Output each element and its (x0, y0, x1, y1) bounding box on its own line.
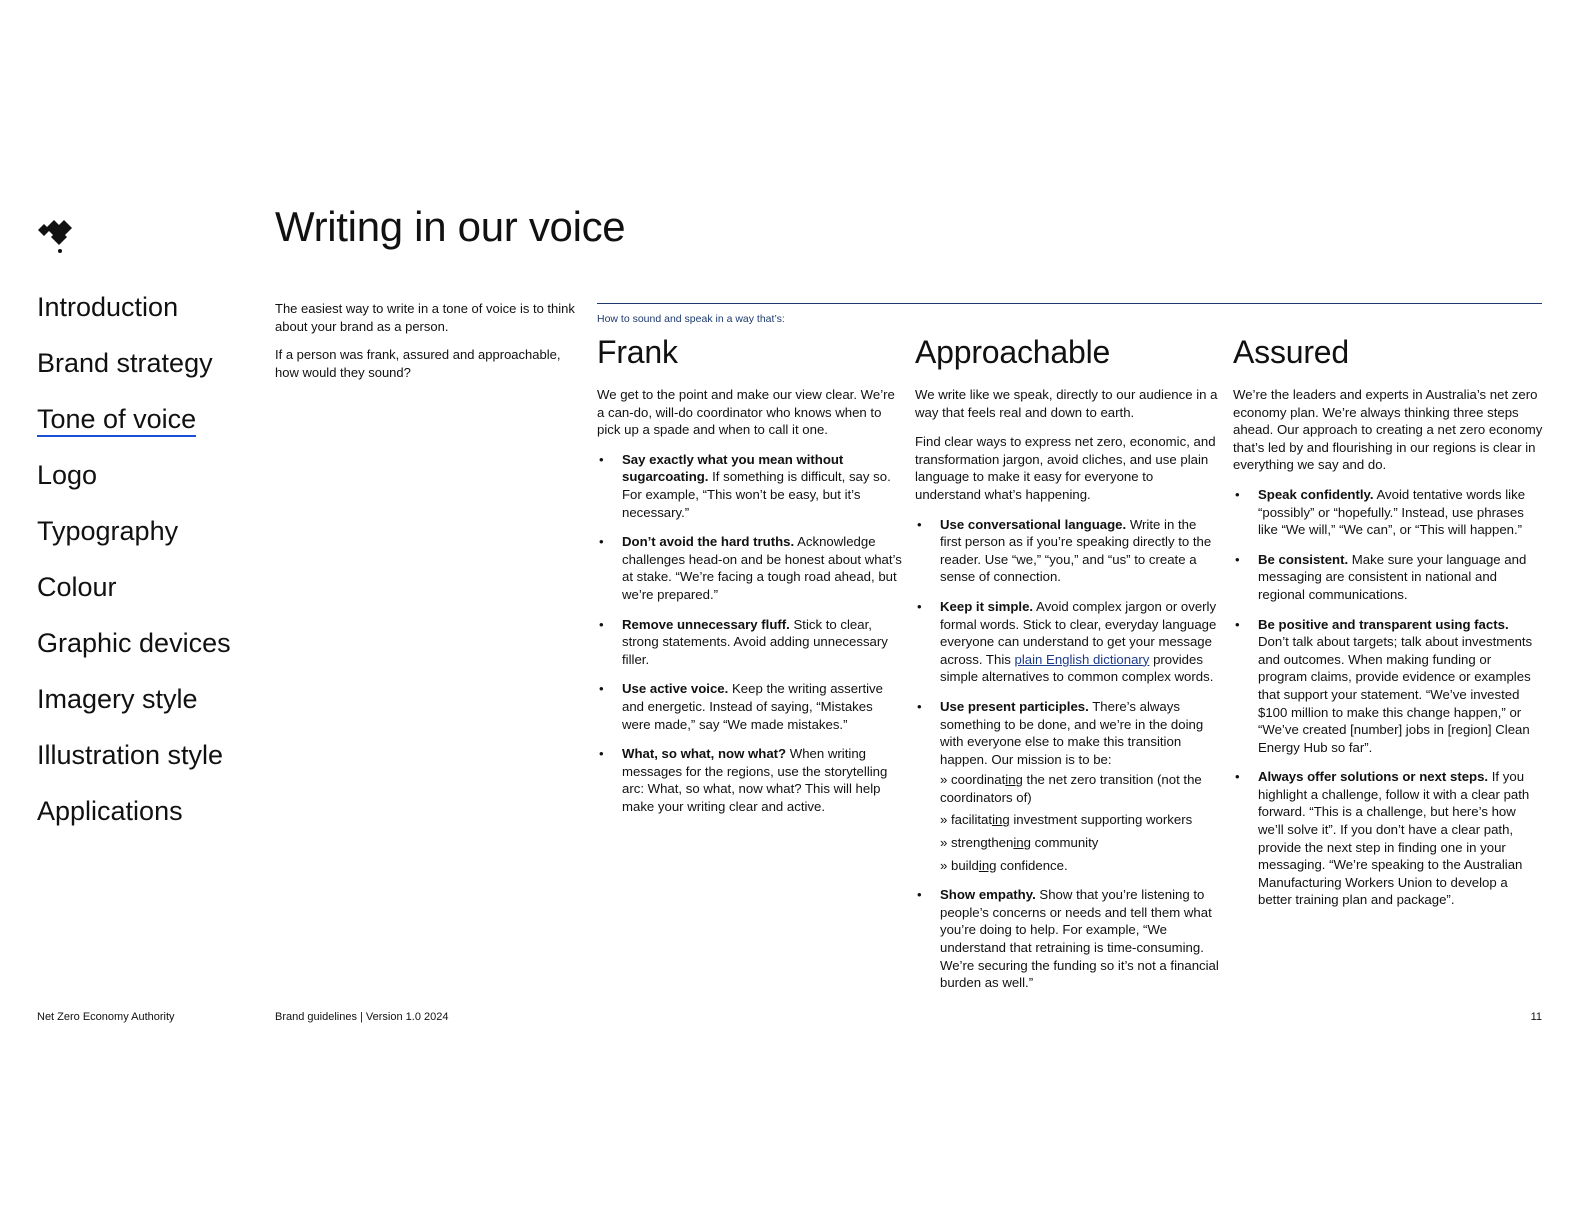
sub-list-item: » facilitating investment supporting workers (940, 812, 1193, 828)
list-item: • Use present participles. There’s always something to be done, and we’re in the doing with everyone else to make this transition happen. Our mission is to be: » coordinating the net zero transition (not the coordinators of) » facilitating investment supporting workers » strengthening community » building confidence. (915, 698, 1221, 874)
list-item: • Use active voice. Keep the writing assertive and energetic. Instead of saying, “Mistakes were made,” say “We made mistakes.” (597, 680, 903, 733)
list-item: • Use conversational language. Write in the first person as if you’re speaking directly to the reader. Use “we,” “you,” and “us” to create a sense of connection. (915, 516, 1221, 586)
list-item: • Remove unnecessary fluff. Stick to clear, strong statements. Avoid adding unnecessary filler. (597, 616, 903, 669)
column-intro: We write like we speak, directly to our audience in a way that feels real and down to earth. (915, 387, 1218, 420)
footer-document-version: Brand guidelines | Version 1.0 2024 (275, 1011, 449, 1023)
sub-list-item: » building confidence. (940, 857, 1068, 873)
list-item: • Say exactly what you mean without sugarcoating. If something is difficult, say so. For example, “This won’t be easy, but it’s necessary.” (597, 451, 903, 521)
footer-organisation: Net Zero Economy Authority (37, 1011, 175, 1023)
list-item: • Be positive and transparent using facts. Don’t talk about targets; talk about investments and outcomes. When making funding or program claims, provide evidence or examples that support your statement. “We’ve invested $100 million to make this change happen,” or “We’ve created [number] jobs in [region] Clean Energy Hub so far”. (1233, 616, 1543, 757)
column-heading: Frank (597, 334, 678, 370)
intro-paragraph: The easiest way to write in a tone of voice is to think about your brand as a person. (275, 301, 575, 334)
column-assured (1233, 332, 1543, 921)
section-eyebrow: How to sound and speak in a way that’s: (597, 313, 785, 325)
sidebar-item-illustration-style[interactable]: Illustration style (37, 740, 224, 770)
sidebar-nav (37, 290, 231, 850)
sidebar-item-colour[interactable]: Colour (37, 572, 117, 602)
plain-english-dictionary-link[interactable]: plain English dictionary (1014, 651, 1150, 667)
list-item: • What, so what, now what? When writing messages for the regions, use the storytelling arc: What, so what, now what? This will help make your writing clear and active. (597, 745, 903, 815)
column-intro: Find clear ways to express net zero, economic, and transformation jargon, avoid cliches, and use plain language to make it easy for everyone to understand what’s happening. (915, 434, 1216, 502)
list-item: • Keep it simple. Avoid complex jargon or overly formal words. Stick to clear, everyday language everyone can understand to get your message across. This plain English dictionary provides simple alternatives to common complex words. (915, 598, 1221, 686)
intro-paragraph: If a person was frank, assured and approachable, how would they sound? (275, 347, 561, 380)
list-item: • Show empathy. Show that you’re listening to people’s concerns or needs and tell them what you’re doing to help. For example, “We understand that retraining is time-consuming. We’re securing the funding so it’s not a financial burden as well.” (915, 886, 1221, 992)
sub-list-item: » strengthening community (940, 835, 1099, 851)
intro-text (275, 300, 575, 392)
list-item: • Always offer solutions or next steps. If you highlight a challenge, follow it with a clear path forward. “This is a challenge, but here’s how we’ll solve it”. If you don’t have a clear path, provide the next step in finding one in your messaging. “We’re speaking to the Australian Manufacturing Workers Union to develop a better training plan and package”. (1233, 768, 1543, 909)
column-frank (597, 332, 903, 827)
bullet-list (597, 451, 903, 816)
sidebar-item-graphic-devices[interactable]: Graphic devices (37, 628, 231, 658)
bullet-list (915, 516, 1221, 992)
page-title: Writing in our voice (275, 203, 626, 250)
sidebar-item-imagery-style[interactable]: Imagery style (37, 684, 198, 714)
sidebar-item-applications[interactable]: Applications (37, 796, 183, 826)
sidebar-item-introduction[interactable]: Introduction (37, 292, 179, 322)
section-divider (597, 303, 1542, 304)
sidebar-item-tone-of-voice[interactable]: Tone of voice (37, 402, 231, 436)
brand-logo (36, 216, 80, 256)
list-item: • Be consistent. Make sure your language and messaging are consistent in national and regional communications. (1233, 551, 1543, 604)
sidebar-item-typography[interactable]: Typography (37, 516, 179, 546)
diamond-logo-icon (36, 216, 80, 256)
column-intro: We’re the leaders and experts in Australia’s net zero economy plan. We’re always thinking three steps ahead. Our approach to creating a net zero economy that’s led by and flourishing in our regions is clear in everything we say and do. (1233, 387, 1543, 473)
list-item: • Speak confidently. Avoid tentative words like “possibly” or “hopefully.” Instead, use phrases like “We will,” “We can”, or “This will happen.” (1233, 486, 1543, 539)
column-heading: Approachable (915, 334, 1111, 370)
sidebar-item-brand-strategy[interactable]: Brand strategy (37, 348, 213, 378)
sidebar-item-logo[interactable]: Logo (37, 460, 98, 490)
column-approachable (915, 332, 1221, 1004)
page-number: 11 (1530, 1011, 1542, 1023)
column-intro: We get to the point and make our view clear. We’re a can-do, will-do coordinator who knows when to pick up a spade and when to call it one. (597, 387, 895, 438)
column-heading: Assured (1233, 334, 1349, 370)
bullet-list (1233, 486, 1543, 909)
list-item: • Don’t avoid the hard truths. Acknowledge challenges head-on and be honest about what’s at stake. “We’re facing a tough road ahead, but we’re prepared.” (597, 533, 903, 603)
sub-list-item: » coordinating the net zero transition (not the coordinators of) (940, 772, 1202, 805)
